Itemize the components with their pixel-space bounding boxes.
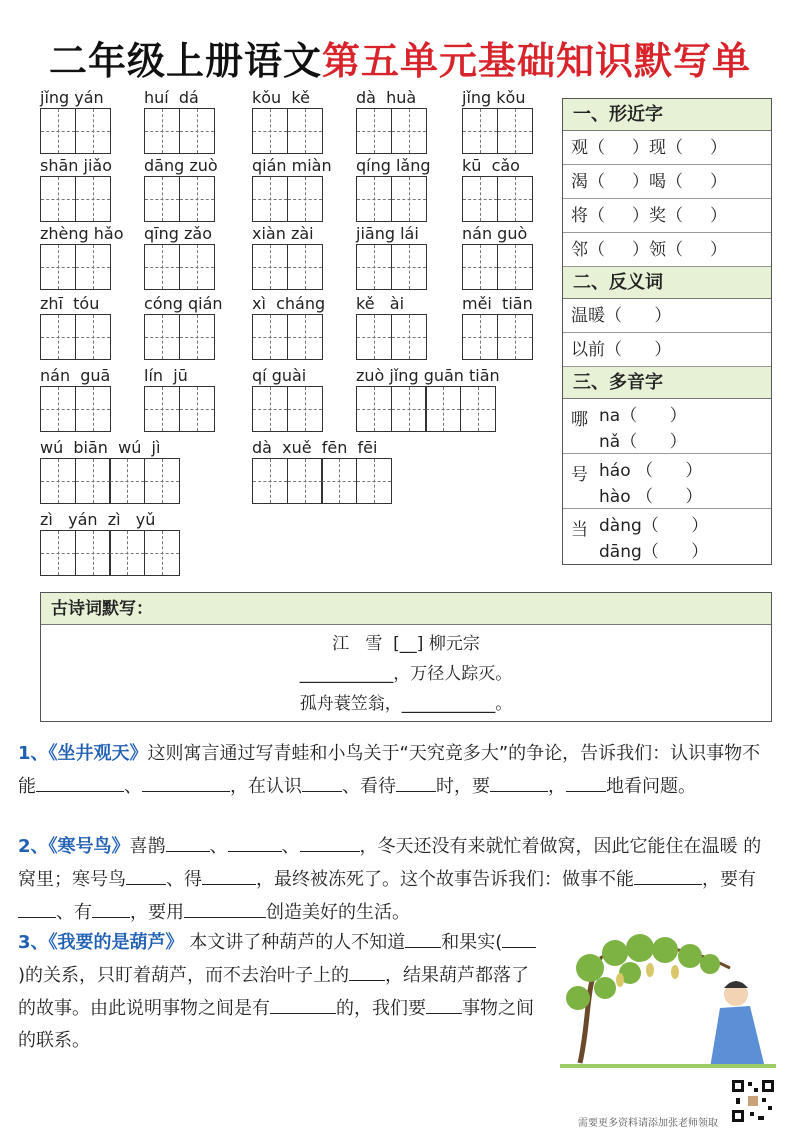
- gourd-illustration: [560, 928, 776, 1068]
- writing-cell[interactable]: [391, 244, 427, 290]
- pinyin-word: [40, 438, 178, 504]
- writing-cell[interactable]: [391, 108, 427, 154]
- pinyin-word: [252, 224, 321, 290]
- writing-cell[interactable]: [109, 530, 145, 576]
- tianzige-boxes: [356, 176, 431, 222]
- writing-cell[interactable]: [40, 176, 76, 222]
- answer-blank[interactable]: [142, 770, 230, 792]
- pinyin-label: jiāng lái: [356, 224, 419, 243]
- section-similar-chars: 一、形近字: [563, 99, 771, 131]
- poem-title-line[interactable]: 江 雪 [__] 柳元宗: [332, 634, 480, 654]
- answer-blank[interactable]: [426, 992, 462, 1014]
- polyphone-char: 当: [571, 520, 588, 540]
- writing-cell[interactable]: [321, 458, 357, 504]
- pinyin-word: [144, 224, 213, 290]
- answer-blank[interactable]: [270, 992, 336, 1014]
- pinyin-word: [462, 224, 531, 290]
- writing-cell[interactable]: [179, 314, 215, 360]
- writing-cell[interactable]: [356, 314, 392, 360]
- answer-blank[interactable]: [126, 863, 166, 885]
- pinyin-label: měi tiān: [462, 294, 533, 313]
- title-grade: 二年级上册语文: [48, 39, 322, 83]
- pinyin-label: dà huà: [356, 88, 417, 107]
- pinyin-label: jǐng yán: [40, 88, 104, 107]
- question-3: 3、《我要的是葫芦》 本文讲了种葫芦的人不知道 和果实()的关系，只盯着葫芦，而不去治叶子上的 ，结果葫芦都落了的故事。由此说明事物之间是有 的，我们要 事物之间的联系。: [18, 926, 538, 1057]
- answer-blank[interactable]: [184, 896, 266, 918]
- writing-cell[interactable]: [75, 108, 111, 154]
- tianzige-boxes: [144, 386, 213, 432]
- writing-cell[interactable]: [391, 176, 427, 222]
- pinyin-word: [40, 510, 178, 576]
- writing-cell[interactable]: [391, 386, 427, 432]
- writing-cell[interactable]: [144, 244, 180, 290]
- tianzige-boxes: [462, 244, 531, 290]
- polyphone-reading: hào （ ）: [599, 487, 703, 507]
- writing-cell[interactable]: [252, 386, 288, 432]
- tianzige-boxes: [356, 314, 425, 360]
- answer-blank[interactable]: [92, 896, 130, 918]
- writing-cell[interactable]: [287, 176, 323, 222]
- question-number: 3、: [18, 932, 49, 953]
- writing-cell[interactable]: [497, 314, 533, 360]
- polyphone-reading: háo （ ）: [599, 461, 703, 481]
- writing-cell[interactable]: [75, 458, 111, 504]
- pinyin-word: [356, 156, 431, 222]
- poem-line[interactable]: 孤舟蓑笠翁，___________。: [299, 694, 513, 714]
- pinyin-label: qí guài: [252, 366, 307, 385]
- pinyin-word: [144, 294, 223, 360]
- polyphone-char: 号: [571, 465, 588, 485]
- writing-cell[interactable]: [287, 108, 323, 154]
- writing-cell[interactable]: [287, 314, 323, 360]
- writing-cell[interactable]: [40, 108, 76, 154]
- question-number: 1、: [18, 743, 49, 764]
- pinyin-word: [356, 366, 500, 432]
- pinyin-label: xiàn zài: [252, 224, 314, 243]
- answer-blank[interactable]: [349, 959, 385, 981]
- title-unit: 第五单元基础知识默写单: [322, 39, 752, 83]
- writing-cell[interactable]: [287, 386, 323, 432]
- pinyin-label: huí dá: [144, 88, 199, 107]
- pinyin-word: [40, 224, 124, 290]
- pinyin-label: dāng zuò: [144, 156, 218, 175]
- answer-blank[interactable]: [502, 926, 536, 948]
- writing-cell[interactable]: [144, 314, 180, 360]
- writing-cell[interactable]: [179, 108, 215, 154]
- writing-cell[interactable]: [75, 244, 111, 290]
- section-antonyms: 二、反义词: [563, 267, 771, 299]
- similar-pair-row[interactable]: 观（ ）现（ ）: [563, 131, 771, 165]
- pinyin-label: dà xuě fēn fēi: [252, 438, 378, 457]
- tianzige-boxes: [40, 386, 110, 432]
- question-number: 2、: [18, 836, 49, 857]
- pinyin-label: kǒu kě: [252, 88, 310, 107]
- writing-cell[interactable]: [462, 108, 498, 154]
- pinyin-word: [40, 366, 110, 432]
- tianzige-boxes: [252, 458, 390, 504]
- tianzige-boxes: [356, 108, 425, 154]
- similar-pair-row[interactable]: 邻（ ）领（ ）: [563, 233, 771, 267]
- polyphone-reading: nǎ（ ）: [599, 432, 687, 452]
- question-book: 《寒号鸟》: [48, 836, 130, 857]
- pinyin-word: [252, 156, 332, 222]
- pinyin-label: zì yán zì yǔ: [40, 510, 156, 529]
- pinyin-label: zuò jǐng guān tiān: [356, 366, 500, 385]
- answer-blank[interactable]: [202, 863, 256, 885]
- pinyin-word: [252, 438, 390, 504]
- pinyin-label: wú biān wú jì: [40, 438, 161, 457]
- pinyin-word: [252, 366, 321, 432]
- polyphone-row[interactable]: [563, 454, 771, 509]
- section-polyphones: 三、多音字: [563, 367, 771, 399]
- answer-blank[interactable]: [166, 830, 210, 852]
- writing-cell[interactable]: [144, 176, 180, 222]
- pinyin-label: zhī tóu: [40, 294, 100, 313]
- similar-pair-row[interactable]: 将（ ）奖（ ）: [563, 199, 771, 233]
- tianzige-boxes: [462, 314, 533, 360]
- writing-cell[interactable]: [356, 176, 392, 222]
- pinyin-word: [40, 294, 109, 360]
- writing-cell[interactable]: [40, 244, 76, 290]
- pinyin-label: cóng qián: [144, 294, 223, 313]
- writing-cell[interactable]: [40, 386, 76, 432]
- tianzige-boxes: [40, 314, 109, 360]
- writing-cell[interactable]: [425, 386, 461, 432]
- writing-cell[interactable]: [144, 386, 180, 432]
- tianzige-boxes: [462, 176, 531, 222]
- answer-blank[interactable]: [490, 770, 548, 792]
- writing-cell[interactable]: [497, 244, 533, 290]
- tianzige-boxes: [40, 458, 178, 504]
- writing-cell[interactable]: [40, 314, 76, 360]
- writing-cell[interactable]: [356, 458, 392, 504]
- writing-cell[interactable]: [179, 176, 215, 222]
- tianzige-boxes: [252, 244, 321, 290]
- writing-cell[interactable]: [391, 314, 427, 360]
- similar-pair-row[interactable]: 渴（ ）喝（ ）: [563, 165, 771, 199]
- pinyin-label: qián miàn: [252, 156, 332, 175]
- page-title: [0, 30, 800, 85]
- tianzige-boxes: [144, 108, 213, 154]
- answer-blank[interactable]: [405, 926, 441, 948]
- tianzige-boxes: [144, 244, 213, 290]
- answer-blank[interactable]: [566, 770, 606, 792]
- answer-blank[interactable]: [634, 863, 702, 885]
- writing-cell[interactable]: [356, 244, 392, 290]
- writing-cell[interactable]: [144, 108, 180, 154]
- writing-cell[interactable]: [252, 176, 288, 222]
- answer-blank[interactable]: [396, 770, 436, 792]
- tianzige-boxes: [252, 108, 321, 154]
- writing-cell[interactable]: [462, 244, 498, 290]
- writing-cell[interactable]: [75, 530, 111, 576]
- pinyin-label: nán guā: [40, 366, 111, 385]
- pinyin-label: qíng lǎng: [356, 156, 431, 175]
- tianzige-boxes: [252, 176, 332, 222]
- pinyin-word: [40, 88, 109, 154]
- writing-cell[interactable]: [40, 458, 76, 504]
- tianzige-boxes: [40, 108, 109, 154]
- question-book: 《坐井观天》: [48, 743, 148, 764]
- answer-blank[interactable]: [18, 896, 56, 918]
- tianzige-boxes: [40, 176, 112, 222]
- pinyin-label: zhèng hǎo: [40, 224, 124, 243]
- pinyin-word: [356, 88, 425, 154]
- pinyin-word: [144, 88, 213, 154]
- tianzige-boxes: [144, 314, 223, 360]
- writing-cell[interactable]: [75, 176, 111, 222]
- tianzige-boxes: [40, 244, 124, 290]
- pinyin-word: [462, 156, 531, 222]
- writing-cell[interactable]: [356, 386, 392, 432]
- pinyin-label: nán guò: [462, 224, 528, 243]
- poem-line[interactable]: ___________，万径人踪灭。: [299, 664, 513, 684]
- writing-cell[interactable]: [252, 108, 288, 154]
- writing-cell[interactable]: [179, 386, 215, 432]
- tianzige-boxes: [252, 386, 321, 432]
- pinyin-label: qīng zǎo: [144, 224, 212, 243]
- tianzige-boxes: [356, 386, 500, 432]
- pinyin-label: jǐng kǒu: [462, 88, 526, 107]
- antonym-row[interactable]: 温暖（ ）: [563, 299, 771, 333]
- footer-note: 需要更多资料请添加张老师领取: [578, 1118, 718, 1129]
- pinyin-word: [252, 88, 321, 154]
- pinyin-label: shān jiǎo: [40, 156, 112, 175]
- tianzige-boxes: [252, 314, 325, 360]
- tianzige-boxes: [144, 176, 218, 222]
- tianzige-boxes: [462, 108, 531, 154]
- writing-cell[interactable]: [75, 386, 111, 432]
- poem-box: [40, 592, 772, 722]
- pinyin-word: [462, 88, 531, 154]
- polyphone-char: 哪: [571, 410, 588, 430]
- polyphone-reading: dàng（ ）: [599, 516, 709, 536]
- writing-cell[interactable]: [497, 108, 533, 154]
- pinyin-word: [356, 294, 425, 360]
- writing-cell[interactable]: [287, 458, 323, 504]
- right-panel: [562, 98, 772, 565]
- writing-cell[interactable]: [144, 458, 180, 504]
- tianzige-boxes: [356, 244, 425, 290]
- writing-cell[interactable]: [144, 530, 180, 576]
- writing-cell[interactable]: [497, 176, 533, 222]
- writing-cell[interactable]: [179, 244, 215, 290]
- pinyin-label: xì cháng: [252, 294, 326, 313]
- writing-cell[interactable]: [252, 314, 288, 360]
- poem-header: 古诗词默写：: [41, 593, 771, 625]
- writing-cell[interactable]: [252, 458, 288, 504]
- question-1: 1、《坐井观天》这则寓言通过写青蛙和小鸟关于“天究竟多大”的争论，告诉我们：认识事物不能 、 ，在认识 、看待 时，要 ， 地看问题。: [18, 743, 761, 797]
- writing-cell[interactable]: [40, 530, 76, 576]
- tianzige-boxes: [40, 530, 178, 576]
- pinyin-word: [356, 224, 425, 290]
- question-2: 2、《寒号鸟》喜鹊 、 、 ，冬天还没有来就忙着做窝，因此它能住在温暖 的窝里；寒号鸟 、得 ，最终被冻死了。这个故事告诉我们：做事不能 ，要有、有 ，要用 创造美好的生活。: [18, 830, 778, 929]
- pinyin-word: [462, 294, 533, 360]
- writing-cell[interactable]: [109, 458, 145, 504]
- polyphone-row[interactable]: [563, 399, 771, 454]
- pinyin-word: [40, 156, 112, 222]
- writing-cell[interactable]: [460, 386, 496, 432]
- writing-cell[interactable]: [462, 314, 498, 360]
- pinyin-label: kū cǎo: [462, 156, 520, 175]
- antonym-row[interactable]: 以前（ ）: [563, 333, 771, 367]
- polyphone-reading: dāng（ ）: [599, 542, 709, 562]
- pinyin-word: [252, 294, 325, 360]
- answer-blank[interactable]: [36, 770, 124, 792]
- question-book: 《我要的是葫芦》: [48, 932, 184, 953]
- pinyin-word: [144, 156, 218, 222]
- qr-code: [730, 1078, 776, 1124]
- writing-cell[interactable]: [252, 244, 288, 290]
- polyphone-row[interactable]: [563, 509, 771, 564]
- writing-cell[interactable]: [75, 314, 111, 360]
- writing-cell[interactable]: [356, 108, 392, 154]
- pinyin-label: kě ài: [356, 294, 405, 313]
- writing-cell[interactable]: [462, 176, 498, 222]
- pinyin-label: lín jū: [144, 366, 188, 385]
- pinyin-word: [144, 366, 213, 432]
- answer-blank[interactable]: [228, 830, 282, 852]
- answer-blank[interactable]: [300, 830, 360, 852]
- answer-blank[interactable]: [302, 770, 342, 792]
- writing-cell[interactable]: [287, 244, 323, 290]
- polyphone-reading: na（ ）: [599, 406, 687, 426]
